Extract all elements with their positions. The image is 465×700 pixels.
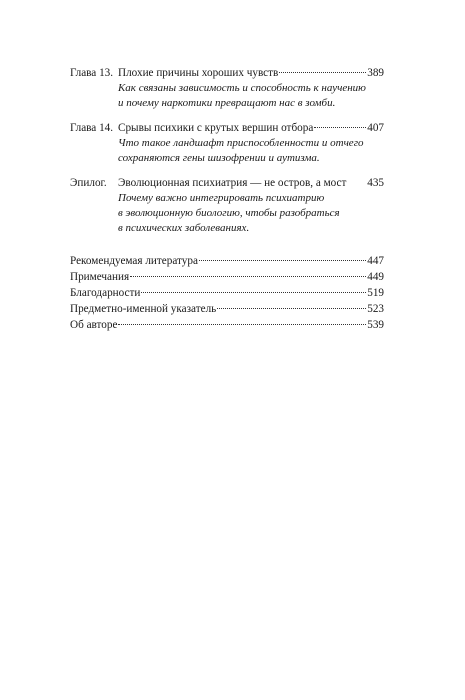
page-number: 389 <box>367 67 384 79</box>
back-matter-item <box>70 302 384 317</box>
back-matter-item <box>70 254 384 269</box>
back-matter-title: Благодарности <box>70 287 141 299</box>
dot-leader <box>279 72 366 73</box>
chapter-title: Эволюционная психиатрия — не остров, а мост <box>118 177 347 189</box>
back-matter-title: Об авторе <box>70 319 118 331</box>
page-number: 407 <box>367 122 384 134</box>
page-number: 447 <box>367 255 384 267</box>
chapter-subtitle-line: в психических заболеваниях. <box>118 222 250 234</box>
dot-leader <box>314 127 366 128</box>
back-matter-item <box>70 286 384 301</box>
page-number: 519 <box>367 287 384 299</box>
chapter-title-line <box>118 121 384 136</box>
toc-chapter-13 <box>70 66 384 111</box>
chapter-title: Срывы психики с крутых вершин отбора <box>118 122 314 134</box>
page-number: 539 <box>367 319 384 331</box>
toc-chapter-14 <box>70 121 384 166</box>
back-matter-item <box>70 270 384 285</box>
chapter-label: Глава 14. <box>70 122 114 134</box>
back-matter-title: Предметно-именной указатель <box>70 303 217 315</box>
chapter-title: Плохие причины хороших чувств <box>118 67 279 79</box>
dot-leader <box>199 260 366 261</box>
page-number: 449 <box>367 271 384 283</box>
chapter-subtitle-line: Как связаны зависимость и способность к научению <box>118 82 366 94</box>
back-matter-list <box>70 254 384 333</box>
chapter-subtitle-line: и почему наркотики превращают нас в зомби. <box>118 97 336 109</box>
chapter-subtitle-line: в эволюционную биологию, чтобы разобраться <box>118 207 340 219</box>
chapter-subtitle-line: Почему важно интегрировать психиатрию <box>118 192 325 204</box>
back-matter-item <box>70 318 384 333</box>
chapter-body <box>118 66 384 111</box>
chapter-subtitle-line: сохраняются гены шизофрении и аутизма. <box>118 152 320 164</box>
table-of-contents <box>70 66 384 334</box>
page-number: 523 <box>367 303 384 315</box>
back-matter-title: Рекомендуемая литература <box>70 255 198 267</box>
chapter-title-line <box>118 176 384 191</box>
chapter-label: Эпилог. <box>70 177 107 189</box>
chapter-body <box>118 121 384 166</box>
dot-leader <box>141 292 366 293</box>
chapter-subtitle-line: Что такое ландшафт приспособленности и отчего <box>118 137 364 149</box>
chapter-body <box>118 176 384 236</box>
back-matter-title: Примечания <box>70 271 130 283</box>
chapter-label: Глава 13. <box>70 67 114 79</box>
dot-leader <box>118 324 366 325</box>
page-number: 435 <box>367 177 384 189</box>
chapter-title-line <box>118 66 384 81</box>
dot-leader <box>130 276 366 277</box>
dot-leader <box>217 308 366 309</box>
toc-epilogue <box>70 176 384 236</box>
